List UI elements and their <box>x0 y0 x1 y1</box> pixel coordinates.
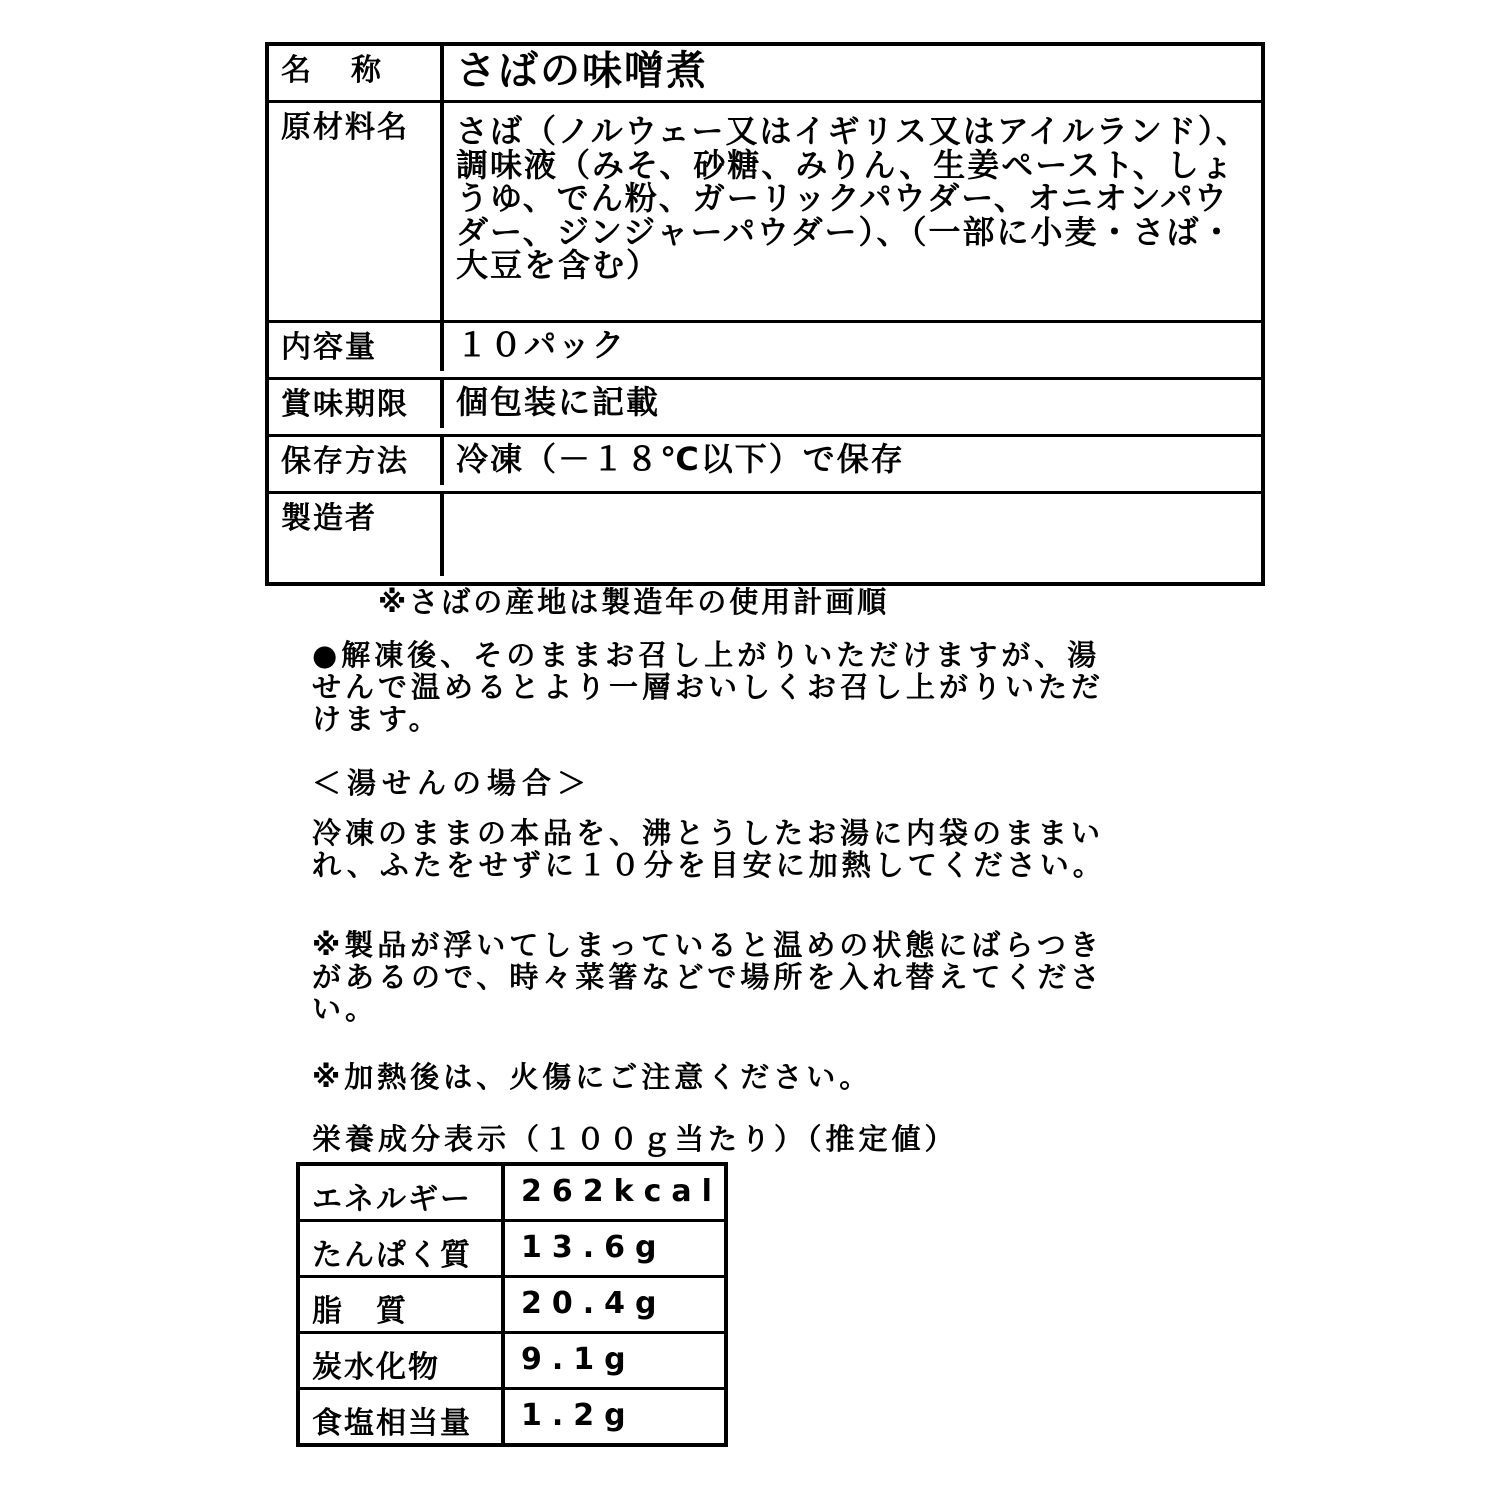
product-label-table <box>265 42 1265 586</box>
nutrition-title: 栄養成分表示（１００ｇ当たり）（推定値） <box>312 1122 958 1156</box>
nutrition-table <box>296 1162 728 1447</box>
burn-warning: ※加熱後は、火傷にご注意ください。 <box>312 1060 873 1094</box>
nutrition-value: 9.1g <box>521 1342 636 1377</box>
label-row-expiry <box>269 380 1261 437</box>
expiry-key: 賞味期限 <box>269 380 444 428</box>
float-warning: ※製品が浮いてしまっていると温めの状態にばらつきがあるので、時々菜箸などで場所を入れ替えてください。 <box>312 928 1104 1026</box>
label-row-ingredients <box>269 103 1261 323</box>
content-value: １０パック <box>456 326 627 364</box>
nutrition-row <box>300 1390 724 1443</box>
bath-heading: ＜湯せんの場合＞ <box>312 766 593 800</box>
nutrition-label: 炭水化物 <box>300 1334 505 1387</box>
ingredients-key: 原材料名 <box>269 103 444 320</box>
nutrition-row <box>300 1334 724 1390</box>
nutrition-value: 262kcal <box>521 1174 722 1209</box>
nutrition-row <box>300 1222 724 1278</box>
maker-key: 製造者 <box>269 494 444 576</box>
label-row-maker <box>269 494 1261 582</box>
expiry-value: 個包装に記載 <box>456 383 661 421</box>
name-key: 名称 <box>269 46 444 100</box>
nutrition-row <box>300 1278 724 1334</box>
nutrition-row <box>300 1166 724 1222</box>
name-value: さばの味噌煮 <box>456 48 708 94</box>
storage-key: 保存方法 <box>269 437 444 485</box>
storage-value: 冷凍（－１８℃以下）で保存 <box>456 440 905 478</box>
label-row-name <box>269 46 1261 103</box>
nutrition-value: 20.4g <box>521 1286 667 1321</box>
nutrition-label: 食塩相当量 <box>300 1390 505 1443</box>
nutrition-label: たんぱく質 <box>300 1222 505 1275</box>
bath-instructions: 冷凍のままの本品を、沸とうしたお湯に内袋のままいれ、ふたをせずに１０分を目安に加熱してください。 <box>312 816 1106 882</box>
ingredients-value: さば（ノルウェー又はイギリス又はアイルランド）、調味液（みそ、砂糖、みりん、生姜ペースト、しょうゆ、でん粉、ガーリックパウダー、オニオンパウダー、ジンジャーパウダー）、（一部に小麦・さば・大豆を含む） <box>456 112 1250 285</box>
thaw-instructions: ●解凍後、そのままお召し上がりいただけますが、湯せんで温めるとより一層おいしくお召し上がりいただけます。 <box>312 638 1105 736</box>
content-key: 内容量 <box>269 323 444 371</box>
label-row-content <box>269 323 1261 380</box>
nutrition-value: 13.6g <box>521 1230 667 1265</box>
origin-note: ※さばの産地は製造年の使用計画順 <box>378 585 890 619</box>
nutrition-label: エネルギー <box>300 1166 505 1219</box>
label-row-storage <box>269 437 1261 494</box>
maker-value <box>444 494 1261 582</box>
nutrition-value: 1.2g <box>521 1398 636 1433</box>
nutrition-label: 脂 質 <box>300 1278 505 1331</box>
